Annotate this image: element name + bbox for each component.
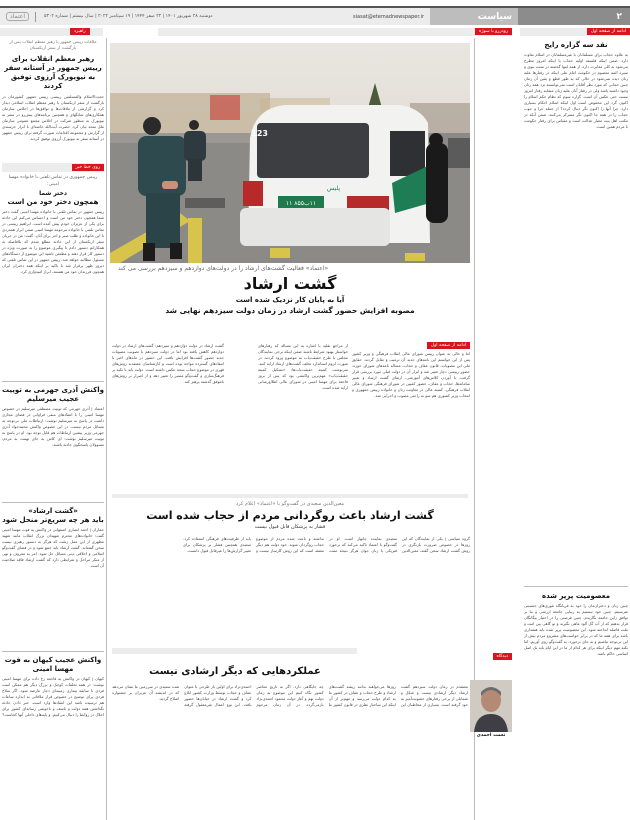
section-title: سیاست xyxy=(430,8,518,25)
van-number: 123 xyxy=(251,129,268,138)
story-body: چنین زنان و دختران‌مان را خود به قربانگاه تئوری‌های جنسیتی نفرستیم. چنین خود نیستیم به زیبایی جامعه ارزشی و بنا بر توافق زاین جامعه نگاریدم. چنین فرصتی را در اختیار بیگانگان قرار ندهیم که از آب گل آلود ماهی بگیرند و تو گاهی بین امت و ملت فاصله انداخته شود. این معصومیت پرپر شده باید هشداری باشد برای همه ما که در برابر خواست‌های مشروع مردم بیش از این بی‌توجه نباشیم و به جای برخورد، به گفت‌وگو روی آوریم. اما نکته مهم دیگر اینکه برای هر کدام از ما در این ایام باید یک اصل اساسی حاکم باشد. xyxy=(524,603,628,656)
lead-body-text: از مراجع تقلید با اشاره به این مساله که رفتارهای خواستار بهبود شرایط باشند ضمن اینکه برخی نمایندگان مجلس با طرح حقیقت‌یاب به موضوع ورود کردند. در صورت لزوم استاندارد تخلف گشت‌های ارشاد ارایه کنید. سرنوشت کمیته حقیقت‌یاب‌ها: «تشکیل کمیته حقیقت‌یاب» مهم‌ترین واکنشی بود که پس از بروز فاجعه برای مهسا امینی در شورای عالی اطلاع‌رسانی ارایه شده است. xyxy=(258,343,348,390)
story-headline-small: «گشت ارشاد» xyxy=(28,507,78,515)
section-email[interactable]: siasat@etemadnewspaper.ir xyxy=(320,8,430,25)
newspaper-logo: اعتماد xyxy=(6,12,29,21)
interview-story xyxy=(110,500,470,640)
police-label: پلیس xyxy=(326,185,340,192)
section-separator xyxy=(112,648,357,654)
story-jahromi xyxy=(2,386,104,498)
story-body: جماران | احمد انصاری اصفهانی در واکنش به فوت مهسا امینی گفت: خانواده‌های محترم شهیدان بزرگ انقلاب مانند شهید مطهری از این عمل زشت که هرگز به دستور رهبری نیست سخن گفته‌اند. گشت ارشاد باید جمع شود و در فضای گفت‌وگو اسلامی و اخلاقی دینی مسائل حل شود. امر به معروف و نهی از منکر مراحل و شرایطی دارد که گشت ارشاد فاقد صلاحیت آن است. xyxy=(2,527,104,568)
tag-continued-from-front: ادامه از صفحه اول xyxy=(587,28,630,35)
date-line: دوشنبه ۲۸ شهریور ۱۴۰۱ | ۲۲ صفر ۱۴۴۴ | ۱۹ سپتامبر ۲۰۲۲ | سال بیستم | شماره ۵۳۰۲ xyxy=(44,14,213,19)
license-plate: ۱۱ب۸۵۵ ۱۱ xyxy=(285,200,317,207)
story-body: رییس جمهور در تماس تلفنی با خانواده مهسا امینی گفت دختر شما همچون دختر خود من است و احساس می‌کنم این حادثه برای یکی از عزیزان خودم پیش آمده است. ابراهیم رییسی در تماس تلفنی با خانواده مرحومه مهسا امینی ضمن ابراز همدردی با این خانواده و طلب صبر و اجر برای آنان، گفت: من در جریان سفر ازبکستان از این حادثه مطلع شدم که بلافاصله به همکارانم دستور دادم تا پیگیری موضوع را به صورت ویژه در دستور کار قرار دهند و مطمئن باشید این موضوع از دستگاه‌های مسئول مطالبه خواهد شد. رییس جمهور در این تماس تلفنی که دیروز ظهر برقرار شد با تاکید بر اینکه همه دختران ایران همچون فرزندان خود من هستند، ابراز امیدواری کرد. xyxy=(2,209,104,274)
story-separator xyxy=(524,586,628,587)
story-headline[interactable]: واکنش آذری جهرمی به توییت عجیب میرسلیم xyxy=(2,386,104,403)
subbar-center xyxy=(158,28,512,36)
tag-continued-from-front-2: ادامه از صفحه اول xyxy=(427,342,470,349)
story-dissolve-patrol xyxy=(2,507,104,647)
opinion-body-text: معتقدم در زمان دولت سیزدهم گشت ارشاد دیگر ارشادی نیست و شکل و شمایلی از برخی رفتارهای خشونت‌آمیز به خود گرفته است. بسیاری از مخاطبان این روزها می‌خواهند بدانند ریشه گشت‌های ارشاد و طرح حجاب و عفاف در کشور ما به کدام دولت می‌رسد و مهم‌تر از آن اینکه این ساختار نظری در قانون کشور ما چه جایگاهی دارد. اگر به تاریخ معاصر کشور نگاه کنیم این موضوع به زمان دولت نهم و آغاز دولت محمود احمدی‌نژاد بازمی‌گردد. در آن زمان مرحوم احمدی‌نژاد برای اولین بار طرحی با عنوان عفاف و حجاب توسط وزارت کشور ابلاغ کرد و گشت ارشاد در خیابان‌ها حضور یافت. این نوع اعمال غیرمعقول گرفته شده سعیدی در سرزمین ما نشان می‌دهد که در اندیشه آن عزیزان بر جشنواره اصلاح گردید. xyxy=(112,684,468,707)
page-number: ۲ xyxy=(518,8,630,25)
opinion-headline-block xyxy=(110,664,360,684)
story-headline[interactable]: باید هر چه سریع‌تر منحل شود xyxy=(2,516,104,524)
story-separator xyxy=(2,651,104,652)
story-kicker: رییس جمهوری در تماس تلفنی با خانواده مهسا امینی: xyxy=(8,175,98,187)
story-lost-innocence xyxy=(524,591,628,783)
tag-red-line: روی خط خبر xyxy=(72,164,104,171)
story-kayhan xyxy=(2,656,104,816)
interview-body: گروه سیاسی | یکی از نمایندگان که این روزها در خصوص ضرورت بازنگری در روش گشت ارشاد سخن گفته، معین‌الدین سعیدی نماینده چابهار است. او در گفت‌وگو با اعتماد تاکید می‌کند که برخورد فیزیکی با زنان جوان هرگز نتیجه مثبت نداشته و باعث شده مردم از موضوع حجاب روگردان شوند. خود دولت هم دیگر معتقد است که این روش کارساز نیست و باید از ظرفیت‌های فرهنگی استفاده کرد. سعیدی همچنین فشار بر پزشکان برای تغییر گزارش‌ها را غیرقابل قبول دانست. xyxy=(183,536,470,553)
lead-headline[interactable]: گشت ارشاد xyxy=(243,274,337,293)
lead-body-center xyxy=(258,343,348,491)
opinion-body xyxy=(112,684,468,818)
story-separator xyxy=(2,381,104,382)
opinion-author: نعمت احمدی xyxy=(476,733,506,738)
story-president-call xyxy=(2,175,104,377)
story-leader-meeting xyxy=(2,40,104,160)
story-headline[interactable]: نقد سه گزاره رایج xyxy=(544,41,608,49)
tag-viewpoint: دیدگاه xyxy=(493,653,513,660)
story-kicker: ملاقات رییس جمهور با رهبر معظم انقلاب پس از بازگشت از سفر ازبکستان xyxy=(9,40,97,51)
lead-kicker: «اعتماد» فعالیت گشت‌های ارشاد را در دولت‌های دوازدهم و سیزدهم بررسی می کند xyxy=(118,265,329,272)
story-headline[interactable]: همچون دختر خود من است xyxy=(7,198,99,206)
page-header xyxy=(0,8,630,25)
header-meta xyxy=(0,8,320,25)
interview-headline[interactable]: گشت ارشاد باعث روگردانی مردم از حجاب شده است xyxy=(146,509,434,522)
lead-body-right xyxy=(352,351,470,491)
left-column xyxy=(2,40,104,820)
lead-subhead-1: آیا به پایان کار نزدیک شده است xyxy=(235,296,345,304)
lead-body-text: اما و حالی به عنوان رییس شورای عالی انقلاب فرهنگی و وزیر کشور پس از این خواستم این نامه‌های جدید آن ترغیب و تقابل گردند. حقایق ملی این مصوبات، قانون عفاف و حجاب، مساله نامه‌های شورای حوزه، حضور رییسی دچار تغییر شد و ابزار آن در دولت قبلی مورد بررسی قرار گرفت. با آوردن کلاس‌های آموزشی، ارتقای گشت ارشاد و تغییر سامانه‌ها، حجاب و عفاف، حضور کمپین در شورای فرهنگی شورای عالی انقلاب فرهنگی، کمیته عالی در معاونت زنان و خانواده رییس جمهوری و انتخاب وزیر کشوری هم سو به راحتی مصوب و اجرایی شد. xyxy=(352,351,470,398)
lead-photo[interactable] xyxy=(110,43,470,263)
story-headline[interactable]: معصومیت پرپر شده xyxy=(541,592,611,600)
interview-subhead: فشار به پزشکان قابل قبول نیست xyxy=(254,524,326,530)
tag-face-to-face: رودررو با سوژه xyxy=(475,28,512,35)
story-headline-small: دختر شما xyxy=(39,190,67,197)
author-photo xyxy=(470,680,512,732)
author-portrait-icon xyxy=(470,680,512,732)
right-column xyxy=(524,40,628,820)
story-body: کیهان | کیهان در واکنش به فاجعه رخ داده برای مهسا امینی نوشت: در همه تخلفات کوچک و بزرگ دیگر هم ممکن است فردی با سابقه بیماری زمینه‌ای دچار عارضه شود. اگر سلاح فردی برای توضیح در خصوص قرار ملاقاتی به اندازه ساعات هم نرسیده باشد این انتقادها وارد است. خبر دادن حادثه نگذاشتن همه دولت و تاسف و ناخوشی رسانه‌ای کشور برای اخلال در روابط را دنبال می‌کنیم. و پایه‌های داخلی آنها کجاست؟ xyxy=(2,676,104,717)
header-separator xyxy=(35,12,36,22)
photo-patrol-van xyxy=(110,43,470,263)
opinion-headline[interactable]: عملکردهایی که دیگر ارشادی نیست xyxy=(149,666,321,677)
column-divider-left xyxy=(106,38,107,820)
story-headline[interactable]: واکنش عجیب کیهان به فوت مهسا امینی xyxy=(4,656,102,673)
story-separator xyxy=(2,502,104,503)
red-line-bar xyxy=(2,163,104,172)
tag-rahnama: راهبرد xyxy=(70,28,90,35)
lead-body-text: گشت ارشاد در دولت دوازدهم و سیزدهم: گشت‌های ارشاد در دولت دوازدهم کاهش یافته بود اما در دولت سیزدهم با تصویب مصوبات جدید حضور گشت‌ها افزایش یافت. این حضور در ماه‌های اخیر با انتقادهای گسترده مواجه بوده است و کارشناسان معتقدند روش‌های قهری در موضوع حجاب نتیجه عکس داشته است. دولت باید با تکیه بر فرهنگ‌سازی و گفت‌وگو مسیر را تغییر دهد و از اصرار بر روش‌های ناموفق گذشته پرهیز کند. xyxy=(112,343,224,384)
story-body: اعتماد | آذری جهرمی که توییت مصطفی میرسلیم در خصوص مهسا امینی را با انتقادهای منفی فراوانی در فضای مجازی داشت در پاسخ به میرسلیم نوشت: ارتباطات ملی بی‌توجه به مسائل مردم نیست. در این خصوص واکنش محمدجواد آذری جهرمی وزیر پیشین ارتباطات هم قابل توجه بود. او در پاسخ به توییت میرسلیم نوشت: ای کاش به جای تهمت به مردم، مسوولان پاسخگوی حادثه باشند. xyxy=(2,406,104,447)
lead-headline-block xyxy=(110,264,470,334)
story-body: حجت‌الاسلام والمسلمین رییسی رییس جمهور کشورمان در بازگشت از سفر ازبکستان با رهبر معظم انقلاب اسلامی دیدار کرد و گزارشی از ملاقات‌ها و توافق‌ها در اجلاس سازمان همکاری‌های شانگهای و همچنین برنامه‌های پیش‌رو در سفر به نیویورک به منظور شرکت در اجلاس مجمع عمومی سازمان ملل متحد بیان کرد. حضرت آیت‌الله خامنه‌ای با ابراز خرسندی از گزارش و مجموعه اقدامات صورت گرفته برای رییس جمهور در آستانه سفر به نیویورک آرزوی توفیق کردند. xyxy=(2,94,104,141)
story-three-claims xyxy=(524,40,628,582)
section-separator xyxy=(112,494,468,498)
lead-subhead-2: مصوبه افزایش حضور گشت ارشاد در زمان دولت سیزدهم نهایی شد xyxy=(165,306,415,315)
story-headline[interactable]: رهبر معظم انقلاب برای رییس جمهور در آستانه سفر به نیویورک آرزوی توفیق کردند xyxy=(4,55,102,90)
interview-kicker: معین‌الدین سعیدی در گفت‌وگو با «اعتماد» اعلام کرد xyxy=(235,501,345,507)
lead-body-left xyxy=(112,343,224,491)
story-body: به علاوه حجاب برای مسلمانان با غیرمسلمانان در اسلام تفاوت دارد. ضمن اینکه فلسفه اولیه حجاب یا اینکه امروز مطرح می‌شود به کلی مغایرت دارد. از همه اینها گذشته در سنت نبوی و سیره ائمه معصوم در حکومت امام علی اینکه در رفتارها علیه زنان دیده نمی‌شود در حالی که به طور قطع و یقین آن زمان چنین حجابی که مورد نظر آقایان است نمی‌توانسته نزد همه زنان وجود داشته باشد ولی در رفتار آنان علیه زنان مشابه رفتار امروز نیست حتی عکس آن است. گزاره سوم که نظام حکم اسلام را اکنون گرد این مخفوض است اول اینکه اسلام احکام بسیاری دارد. چرا آنها را اکنون نگر دنبال کرده؟ از جمله جرا و جوب حجاب را در همه جا اکنون نگر متمرکز می‌کنند. ضمن آنکه در مکتب اهل بیت معیار عدالت است و مقیاس برای رفتار حکومت با مردم همین است. xyxy=(524,52,628,129)
